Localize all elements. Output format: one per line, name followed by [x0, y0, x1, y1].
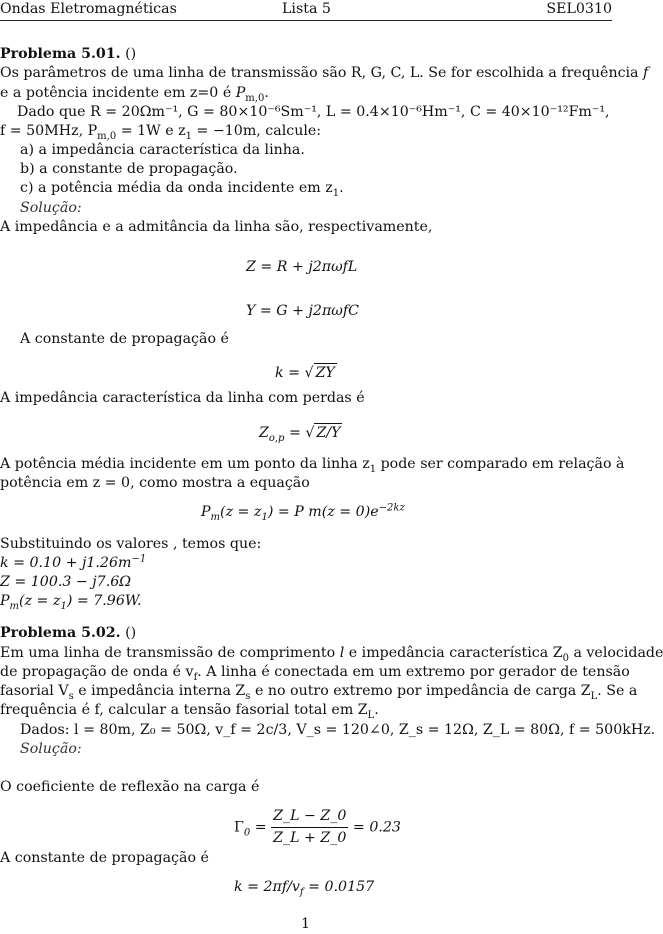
problem-2-line2: de propagação de onda é $v_f$. A linha é conectada em um extremo por gerador de tensão — [0, 664, 630, 683]
problem-2-reflection-label: O coeficiente de reflexão na carga é — [0, 779, 260, 795]
header-course: Ondas Eletromagnéticas — [0, 1, 177, 17]
problem-2-data: Dados: l = 80m, Z₀ = 50Ω, v_f = 2c/3, V_s = 120∠0, Z_s = 12Ω, Z_L = 80Ω, f = 500kHz. — [20, 722, 656, 738]
problem-1-line2: e a potência incidente em z=0 é $P_{m,0}$. — [0, 85, 269, 104]
result-propagation-constant: $k = 0.10 + j1.26m^{-1}$ — [0, 553, 147, 571]
problem-2-line1: Em uma linha de transmissão de comprimento l e impedância característica $Z_0$ a velocidade — [0, 645, 663, 664]
problem-1-power-line2: potência em z = 0, como mostra a equação — [0, 475, 310, 491]
result-power: $P_m(z = z_1) = 7.96W$. — [0, 593, 142, 612]
problem-1-item-a: a) a impedância característica da linha. — [20, 142, 305, 158]
header-list: Lista 5 — [282, 1, 331, 17]
problem-1-line4: f = 50MHz, $P_{m,0} = 1W$ e $z_1 = -10m$, calcule: — [0, 123, 322, 142]
problem-1-item-b: b) a constante de propagação. — [20, 161, 238, 177]
reflection-fraction: $\frac{Z\_L - Z\_0}{Z\_L + Z\_0}$ — [271, 807, 348, 848]
problem-2-solution-label: Solução: — [20, 741, 82, 757]
header-rule — [0, 20, 612, 21]
problem-2-line4: frequência é f, calcular a tensão fasorial total em $Z_L$. — [0, 702, 379, 721]
equation-impedance: Z = R + j2πωfL — [246, 259, 358, 275]
equation-propagation-constant: k = √ ZY — [275, 363, 337, 383]
problem-1-char-impedance-label: A impedância característica da linha com perdas é — [0, 390, 365, 406]
problem-1-item-c: c) a potência média da onda incidente em $z_1$. — [20, 180, 344, 199]
result-impedance: Z = 100.3 − j7.6Ω — [0, 574, 132, 590]
equation-average-power: $P_m(z = z_1) = P$ $m(z = 0)e^{-2kz}$ — [201, 502, 405, 523]
problem-1-line1: Os parâmetros de uma linha de transmissão são R, G, C, L. Se for escolhida a frequência f — [0, 65, 649, 81]
problem-1-solution-label: Solução: — [20, 200, 82, 216]
problem-2-title: Problema 5.02. () — [0, 625, 137, 641]
problem-1-title: Problema 5.01. () — [0, 46, 137, 62]
equation-wavenumber: $k = 2\pi f/v_f = 0.0157$ — [234, 879, 375, 898]
running-header — [0, 0, 612, 20]
page-number: 1 — [301, 916, 311, 932]
equation-characteristic-impedance: $Z_{o,p}$ = √ Z/Y — [259, 425, 341, 444]
problem-1-power-line1: A potência média incidente em um ponto da linha $z_1$ pode ser comparado em relação à — [0, 456, 625, 475]
problem-2-line3: fasorial $V_s$ e impedância interna $Z_s$ e no outro extremo por impedância de carga $Z_L$. Se a — [0, 683, 638, 702]
header-code: SEL0310 — [546, 1, 612, 17]
problem-2-propagation-label: A constante de propagação é — [0, 850, 209, 866]
equation-admittance: Y = G + j2πωfC — [246, 303, 359, 319]
problem-1-substitution: Substituindo os valores , temos que: — [0, 536, 262, 552]
problem-1-sol-intro: A impedância e a admitância da linha são, respectivamente, — [0, 219, 433, 235]
equation-reflection-coefficient: $\Gamma_0$ = $\frac{Z\_L - Z\_0}{Z\_L + Z\_0}$ = 0.23 — [234, 807, 401, 848]
problem-1-propagation-label: A constante de propagação é — [20, 331, 229, 347]
problem-1-line3: Dado que R = 20Ωm⁻¹, G = 80×10⁻⁶Sm⁻¹, L = 0.4×10⁻⁶Hm⁻¹, C = 40×10⁻¹²Fm⁻¹, — [17, 104, 610, 120]
